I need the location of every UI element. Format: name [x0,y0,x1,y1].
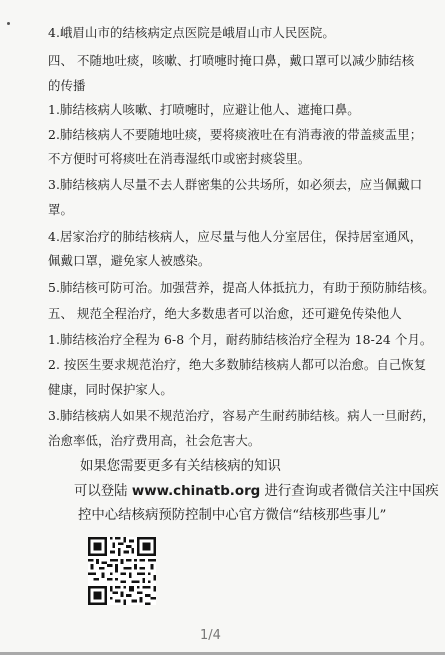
text-line: 3.肺结核病人尽量不去人群密集的公共场所，如必须去，应当佩戴口 [48,177,423,192]
info-line [74,483,439,501]
text-line: 5.肺结核可防可治。加强营养，提高人体抵抗力，有助于预防肺结核。 [48,280,435,295]
text-line: 佩戴口罩，避免家人被感染。 [48,253,211,268]
text-line: 4.峨眉山市的结核病定点医院是峨眉山市人民医院。 [48,25,335,40]
text-line: 不方便时可将痰吐在消毒湿纸巾或密封痰袋里。 [48,151,311,166]
info-heading: 如果您需要更多有关结核病的知识 [80,459,281,474]
text-line: 2. 按医生要求规范治疗，绝大多数肺结核病人都可以治愈。自己恢复 [48,357,427,372]
section-heading: 五、 规范全程治疗，绝大多数患者可以治愈，还可避免传染他人 [48,306,402,321]
section-heading: 四、 不随地吐痰，咳嗽、打喷嚏时掩口鼻，戴口罩可以减少肺结核 [48,53,415,68]
info-suffix: 进行查询或者微信关注中国疾 [260,484,439,499]
website-link[interactable]: www.chinatb.org [131,484,261,499]
text-line: 的传播 [48,78,86,93]
qr-code-icon [88,537,156,605]
text-line: 2.肺结核病人不要随地吐痰，要将痰液吐在有消毒液的带盖痰盂里； [48,127,423,142]
info-prefix: 可以登陆 [74,484,132,499]
text-line: 1.肺结核病人咳嗽、打喷嚏时，应避让他人、遮掩口鼻。 [48,102,360,117]
text-line: 罩。 [48,202,73,217]
info-line: 控中心结核病预防控制中心官方微信“结核那些事儿” [78,508,387,523]
text-line: 1.肺结核治疗全程为 6-8 个月，耐药肺结核治疗全程为 18-24 个月。 [48,332,433,347]
text-line: 3.肺结核病人如果不规范治疗，容易产生耐药肺结核。病人一旦耐药， [48,408,435,423]
page-number: 1/4 [200,628,221,643]
text-line: 治愈率低，治疗费用高，社会危害大。 [48,433,261,448]
text-line: 4.居家治疗的肺结核病人，应尽量与他人分室居住，保持居室通风， [48,229,423,244]
scan-dot [7,22,10,25]
text-line: 健康，同时保护家人。 [48,382,173,397]
